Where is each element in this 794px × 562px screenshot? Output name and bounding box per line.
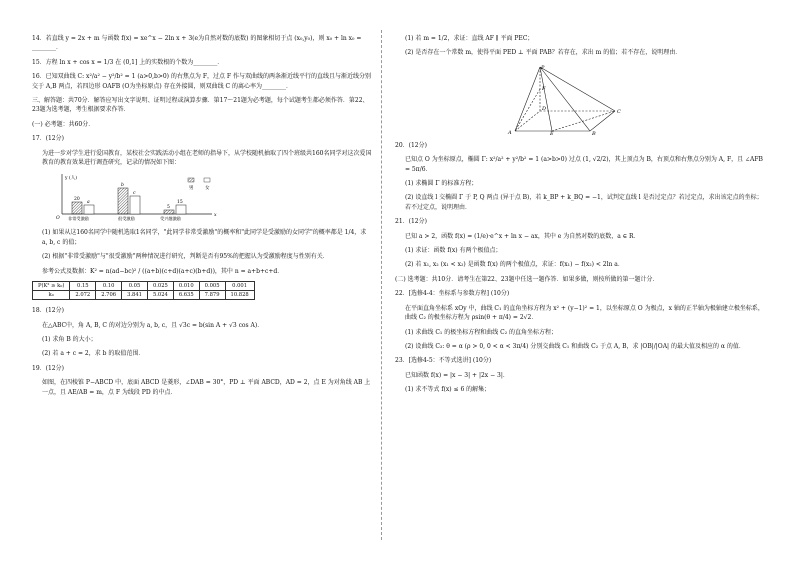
- origin-label: O: [56, 216, 60, 222]
- question-21-body: 已知 a > 2，函数 f(x) = (1/e)·e^x + ln x − ax，其中 e 为自然对数的底数，a ∈ R．: [405, 232, 640, 240]
- table-cell: 0.010: [173, 282, 199, 291]
- legend-female-label: 女: [205, 186, 210, 192]
- edge-pa: [515, 67, 540, 131]
- line-ec: [552, 111, 615, 131]
- question-17-part-2: (2) 根据"非常受激励"与"很受激励"两种情况进行研究，判断是否有95%的把握认为受激励程度与性别有关．: [42, 253, 329, 261]
- question-20-body: 已知点 O 为坐标原点，椭圆 Γ: x²/a² + y²/b² = 1 (a>b>0) 过点 (1, √2/2)，其上顶点为 B，右顶点和右焦点分别为 A, F，且 ∠AFB = 5π/6．: [405, 156, 763, 173]
- table-cell: 2.706: [96, 291, 122, 300]
- question-18-body: 在△ABC中，角 A, B, C 的对边分别为 a, b, c，且 √3c = b(sin A + √3 cos A)．: [42, 321, 264, 329]
- bar-female-very: [84, 205, 94, 214]
- vertex-label: P: [541, 64, 545, 71]
- line-pe: [540, 64, 552, 131]
- legend-female-swatch: [204, 178, 210, 182]
- question-23-body: 已知函数 f(x) = |x − 3| + |2x − 3|．: [405, 371, 509, 379]
- question-18-part-2: (2) 若 a + c = 2，求 b 的取值范围．: [42, 350, 145, 358]
- table-cell: 0.05: [122, 282, 148, 291]
- question-22-head: 22．[选修4-4：坐标系与参数方程] (10分): [395, 290, 510, 298]
- question-17-head: 17．(12分): [32, 135, 64, 143]
- category-label: 很受激励: [118, 216, 135, 222]
- table-row: [33, 282, 255, 291]
- table-cell: 0.10: [96, 282, 122, 291]
- section-3-instructions: 三、解答题：共70分．解答应写出文字说明、证明过程或演算步骤．第17～21题为必考题，每个试题考生都必须作答．第22、23题为选考题，考生根据要求作答．: [32, 97, 369, 114]
- table-cell: 0.15: [70, 282, 96, 291]
- label-male-very: 20: [74, 197, 80, 203]
- category-label: 受兴趣激励: [160, 216, 181, 222]
- question-20-part-1: (1) 求椭圆 Γ 的标准方程；: [405, 180, 478, 188]
- left-column: [32, 34, 372, 402]
- label-male-interest: 5: [167, 205, 170, 211]
- right-column: [395, 34, 765, 400]
- column-divider: [381, 30, 382, 540]
- question-22-body: 在平面直角坐标系 xOy 中，曲线 C₁ 的直角坐标方程为 x² + (y−1)² = 1，以坐标原点 O 为极点，x 轴的正半轴为极轴建立极坐标系，曲线 C₂ 的极坐标方程为 ρsin(θ + π/4) = 2√2．: [405, 304, 764, 322]
- bar-female-much: [130, 196, 140, 214]
- question-14: 14．若直线 y = 2x + m 与函数 f(x) = xe^x − 2ln x + 3(e为自然对数的底数) 的图象相切于点 (x₀,y₀)，则 x₀ + ln x₀ = ________．: [32, 35, 362, 52]
- vertex-label: A: [508, 129, 512, 135]
- bar-female-interest: [176, 205, 186, 214]
- pyramid-figure: [495, 63, 625, 135]
- table-cell: 0.001: [225, 282, 254, 291]
- line-af: [515, 89, 540, 131]
- pyramid-svg: [495, 63, 625, 135]
- reference-formula: 参考公式及数据：K² = n(ad−bc)² / ((a+b)(c+d)(a+c)(b+d))，其中 n = a+b+c+d．: [42, 267, 284, 275]
- label-female-very: a: [87, 200, 90, 206]
- table-cell: P(K² ≥ k₀): [33, 282, 70, 291]
- label-female-much: c: [133, 191, 136, 197]
- label-female-interest: 15: [177, 200, 183, 206]
- question-17-body: 为进一步对学生进行爱国教育，某校社会实践活动小组在老师的指导下，从学校随机抽取了四个班级共160名同学对这次爱国教育的教育效果进行调查研究，记录的情况如下图：: [42, 149, 372, 167]
- table-cell: 5.024: [147, 291, 173, 300]
- question-19-part-1: (1) 若 m = 1/2，求证：直线 AF ∥ 平面 PEC；: [405, 35, 534, 42]
- legend-male-swatch: [188, 178, 194, 182]
- question-21-part-2: (2) 若 x₁, x₂ (x₁ < x₂) 是函数 f(x) 的两个极值点，求证：f(x₁) − f(x₂) < 2ln a．: [405, 261, 624, 269]
- question-18-head: 18．(12分): [32, 307, 64, 315]
- y-axis-label: y (人): [65, 176, 77, 182]
- question-20-head: 20．(12分): [395, 141, 427, 149]
- bar-chart-svg: [52, 172, 222, 222]
- category-label: 非常受激励: [68, 216, 89, 222]
- table-cell: 0.025: [147, 282, 173, 291]
- vertex-label: B: [592, 130, 596, 135]
- question-15: 15．方程 ln x + cos x = 1/3 在 (0,1] 上的实数根的个数为________．: [32, 58, 224, 66]
- question-19-head: 19．(12分): [32, 364, 64, 372]
- table-cell: 6.635: [173, 291, 199, 300]
- question-23-part-1: (1) 求不等式 f(x) ≤ 6 的解集；: [405, 386, 491, 394]
- section-3-optional: (二) 选考题：共10分．请考生在第22、23题中任选一题作答．如果多做，则按所做的第一题计分．: [395, 275, 659, 283]
- table-cell: 10.828: [225, 291, 254, 300]
- table-cell: 0.005: [199, 282, 225, 291]
- table-cell: 3.841: [122, 291, 148, 300]
- x-axis-label: x: [214, 213, 217, 219]
- question-18-part-1: (1) 求角 B 的大小；: [42, 335, 97, 343]
- question-22-part-2: (2) 设曲线 C₃: θ = α (ρ > 0, 0 < α < 3π/4) 分别交曲线 C₁ 和曲线 C₂ 于点 A, B，求 |OB|/|OA| 的最大值及相应的 α 的值．: [405, 342, 745, 350]
- vertex-label: C: [617, 108, 621, 115]
- edge-pc: [540, 64, 615, 111]
- table-cell: 7.879: [199, 291, 225, 300]
- question-19-part-2: (2) 是否存在一个常数 m，使得平面 PED ⊥ 平面 PAB？若存在，求出 m 的值；若不存在，说明理由．: [405, 49, 682, 57]
- bar-male-very: [72, 202, 82, 214]
- vertex-label: D: [542, 105, 547, 112]
- bar-chart: [52, 172, 222, 222]
- question-22-part-1: (1) 求曲线 C₁ 的极坐标方程和曲线 C₂ 的直角坐标方程；: [405, 328, 558, 336]
- table-cell: k₀: [33, 291, 70, 300]
- question-19-body: 如图，在四棱锥 P−ABCD 中，底面 ABCD 是菱形，∠DAB = 30°，PD ⊥ 平面 ABCD，AD = 2，点 E 为对角线 AB 上一点，且 AE/AB = m，点 F 为线段 PD 的中点．: [42, 379, 371, 396]
- label-male-much: b: [121, 183, 124, 189]
- critical-value-table: [32, 281, 255, 300]
- question-16: 16．已知双曲线 C: x²/a² − y²/b² = 1 (a>0,b>0) 的右焦点为 F，过点 F 作与双曲线的两条渐近线平行的直线且与渐近线分别交于 A,B 两点，若四边形 OAFB (O为坐标原点) 存在外接圆，则双曲线 C 的离心率为________．: [32, 73, 371, 90]
- table-row: [33, 291, 255, 300]
- bar-male-interest: [164, 210, 174, 214]
- base-front-edges: [515, 111, 615, 131]
- vertex-label: F: [542, 85, 546, 92]
- question-21-head: 21．(12分): [395, 218, 427, 226]
- bar-male-much: [118, 188, 128, 214]
- vertex-label: E: [550, 130, 554, 135]
- question-21-part-1: (1) 求证：函数 f(x) 有两个极值点；: [405, 247, 502, 255]
- question-23-head: 23．[选修4-5：不等式选讲] (10分): [395, 357, 492, 365]
- question-17-part-1: (1) 如果从这160名同学中随机选取1名同学，"此同学非常受激励"的概率和"此同学是受激励的女同学"的概率都是 1/4，求 a, b, c 的值；: [42, 229, 367, 246]
- table-cell: 2.072: [70, 291, 96, 300]
- question-20-part-2: (2) 设直线 l 交椭圆 Γ 于 P, Q 两点 (异于点 B)，若 k_BP + k_BQ = −1，试判定直线 l 是否过定点？若过定点，求出该定点的坐标；若不过定点，说明理由．: [405, 194, 763, 211]
- legend-male-label: 男: [189, 186, 194, 192]
- section-3-required: (一) 必考题：共60分．: [32, 120, 95, 128]
